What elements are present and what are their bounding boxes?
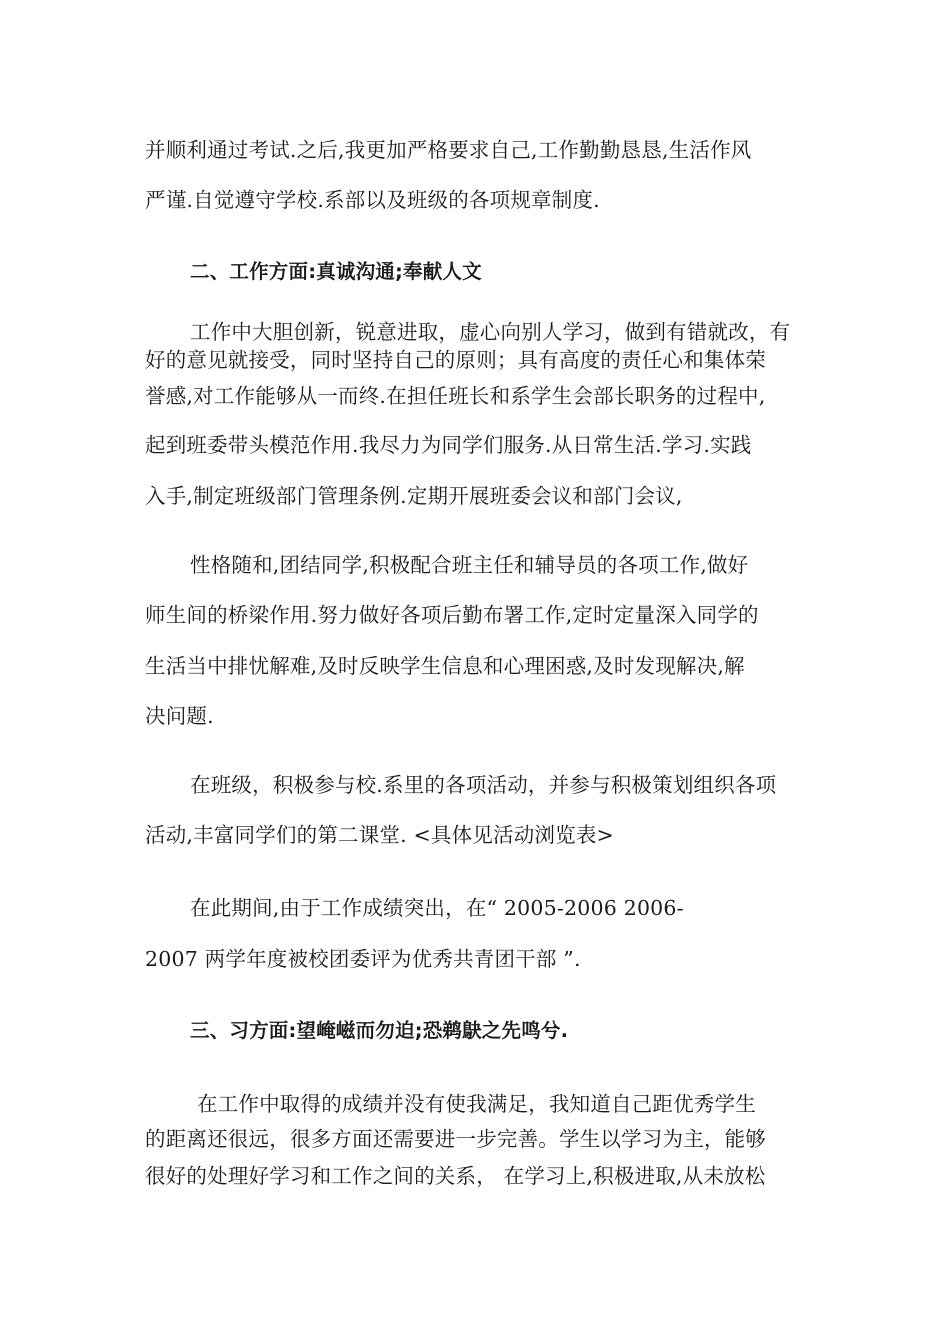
text-line: 活动,丰富同学们的第二课堂. <具体见活动浏览表> xyxy=(145,823,614,847)
text-line: 很好的处理好学习和工作之间的关系， 在学习上,积极进取,从未放松 xyxy=(145,1164,766,1188)
text-line: 在班级，积极参与校.系里的各项活动，并参与积极策划组织各项 xyxy=(190,773,777,797)
text-line: 誉感,对工作能够从一而终.在担任班长和系学生会部长职务的过程中, xyxy=(145,384,766,408)
text-line: 生活当中排忧解难,及时反映学生信息和心理困惑,及时发现解决,解 xyxy=(145,654,745,678)
text-line: 严谨.自觉遵守学校.系部以及班级的各项规章制度. xyxy=(145,188,600,212)
text-line: 起到班委带头模范作用.我尽力为同学们服务.从日常生活.学习.实践 xyxy=(145,433,752,457)
section-heading-work: 二、工作方面:真诚沟通;奉献人文 xyxy=(190,260,482,283)
section-heading-study: 三、习方面:望崦嵫而勿迫;恐鹈鴃之先鸣兮. xyxy=(190,1019,569,1042)
text-line: 2007 两学年度被校团委评为优秀共青团干部 ”. xyxy=(145,947,581,971)
text-line: 决问题. xyxy=(145,704,214,728)
text-line: 的距离还很远，很多方面还需要进一步完善。学生以学习为主，能够 xyxy=(145,1127,766,1151)
text-line: 师生间的桥梁作用.努力做好各项后勤布署工作,定时定量深入同学的 xyxy=(145,603,759,627)
text-line: 在此期间,由于工作成绩突出，在“ 2005-2006 2006- xyxy=(190,896,684,920)
text-line: 入手,制定班级部门管理条例.定期开展班委会议和部门会议, xyxy=(145,484,683,508)
text-line: 在工作中取得的成绩并没有使我满足，我知道自己距优秀学生 xyxy=(197,1092,756,1116)
text-line: 并顺利通过考试.之后,我更加严格要求自己,工作勤勤恳恳,生活作风 xyxy=(145,138,752,162)
text-line: 性格随和,团结同学,积极配合班主任和辅导员的各项工作,做好 xyxy=(190,553,749,577)
text-line: 工作中大胆创新，锐意进取，虚心向别人学习，做到有错就改，有 xyxy=(190,320,791,344)
text-line: 好的意见就接受，同时坚持自己的原则；具有高度的责任心和集体荣 xyxy=(145,348,766,372)
